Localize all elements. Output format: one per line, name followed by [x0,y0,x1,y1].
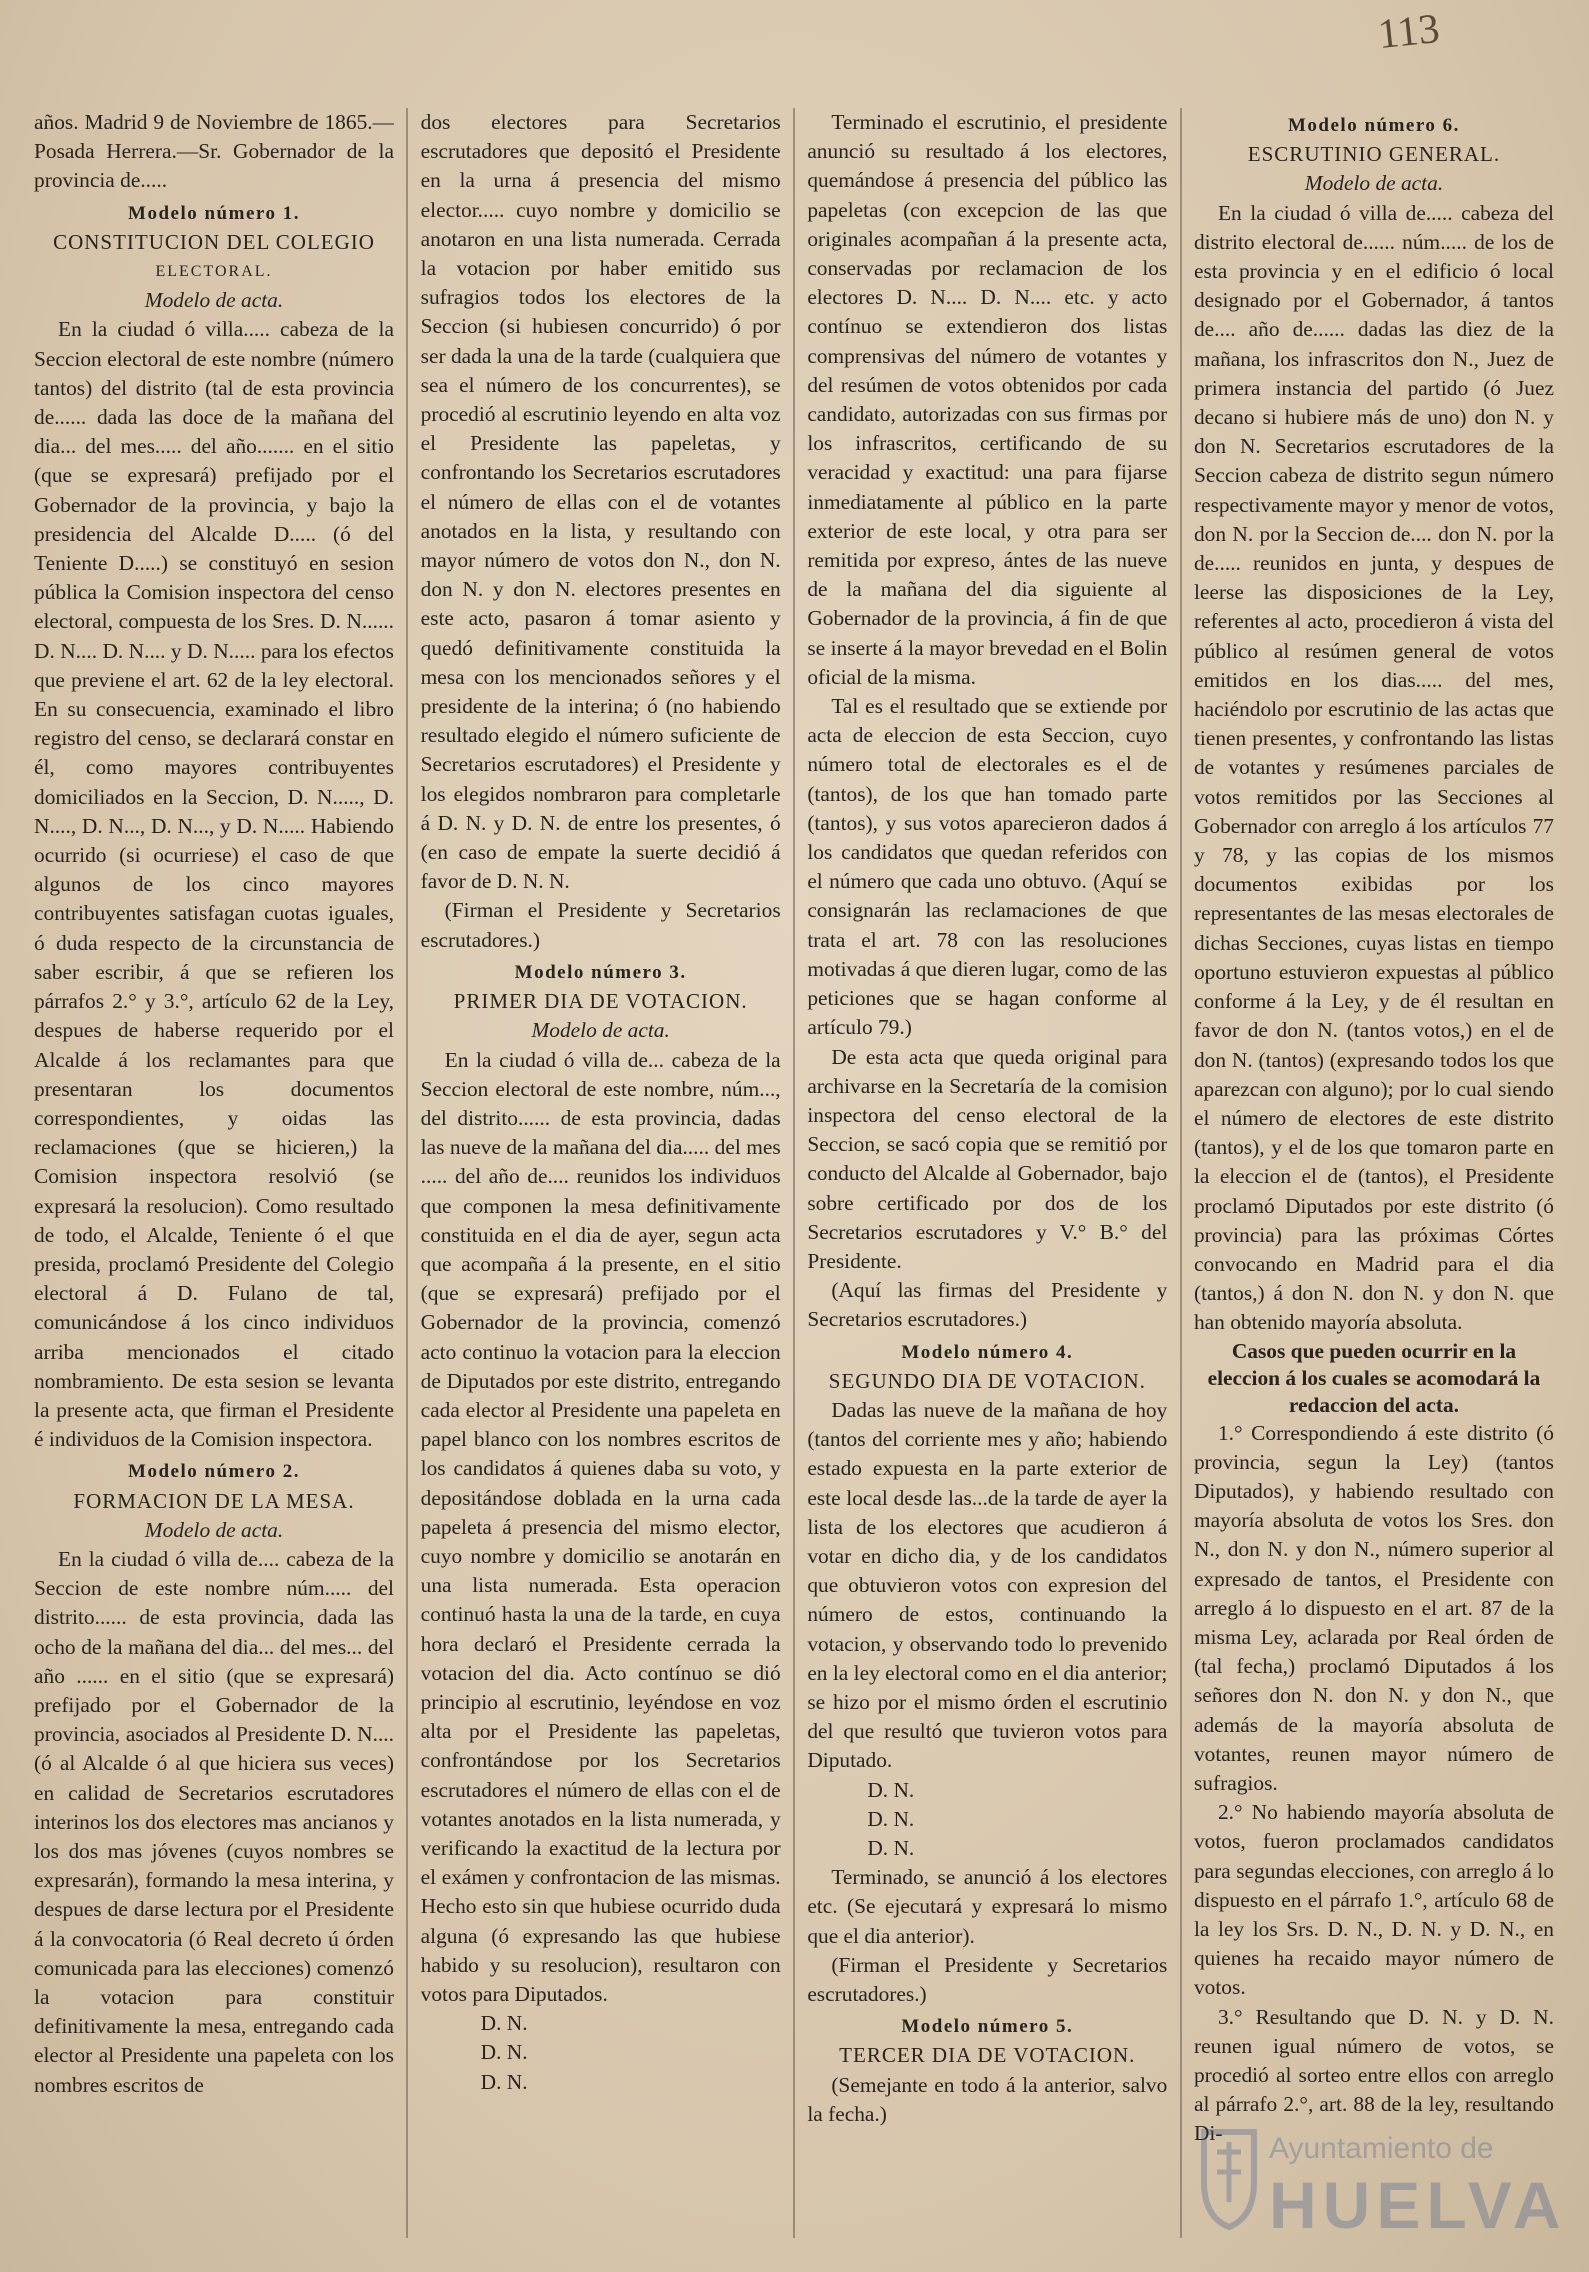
column-1 [34,108,394,2238]
model-title: Modelo número 3. [514,961,687,983]
section-heading: SEGUNDO DIA DE VOTACION. [828,1368,1146,1393]
paragraph: Dadas las nueve de la mañana de hoy (tantos del corriente mes y año; habiendo estado expuesta en la parte exterior de este local desde las...de la tarde de ayer la lista de los electores que acudieron á votar en dicho dia, y de los candidatos que obtuvieron votos con expresion del número de estos, continuando la votacion, y observando todo lo prevenido en la ley electoral como en el dia anterior; se hizo por el mismo órden el escrutinio del que resultó que tuvieron votos para Diputado. [807,1397,1168,1773]
model-label: Modelo de acta. [531,1018,670,1043]
model-label: Modelo de acta. [144,1517,284,1542]
column-2 [421,108,781,2238]
model-title: Modelo número 6. [1287,115,1460,136]
paragraph: (Firman el Presidente y Secretarios escrutadores.) [807,1952,1168,2006]
paragraph: En la ciudad ó villa de.... cabeza de la Seccion de este nombre núm..... del distrito...... de esta provincia, dada las ocho de la mañana del dia... del mes... del año ...... en el sitio (que se expresará) prefijado por el Gobernador de la provincia, asociados al Presidente D. N.... (ó al Alcalde ó al que hiciera sus veces) en calidad de Secretarios escrutadores interinos los dos electores mas ancianos y los dos mas jóvenes (cuyos nombres se expresarán), formando la mesa interina, y despues de darse lectura por el Presidente á la convocatoria (ó Real decreto ú órden comunicada para las elecciones) comenzó la votacion para constituir definitivamente la mesa, entregando cada elector al Presidente una papeleta con los nombres escritos de [34,1546,394,2097]
model-title: Modelo número 4. [901,1341,1074,1363]
candidate-list [807,1776,1167,1864]
section-heading: ESCRUTINIO GENERAL. [1247,142,1501,167]
model-title: Modelo número 5. [901,2016,1074,2038]
candidate-list [421,2009,781,2097]
paragraph: (Firman el Presidente y Secretarios escrutadores.) [420,898,781,952]
paragraph: En la ciudad ó villa de..... cabeza del distrito electoral de...... núm..... de los de esta provincia y en el edificio ó local designado por el Gobernador, á tantos de.... año de...... dadas las diez de la mañana, los infrascritos don N., Juez de primera instancia del partido (ó Juez decano si hubiere más de uno) don N. y don N. Secretarios escrutadores de la Seccion cabeza de distrito segun número respectivamente mayor y menor de votos, don N. por la Seccion de.... don N. por la de..... reunidos en junta, y despues de leerse las disposiciones de la Ley, referentes al acto, procedieron á vista del público al resúmen general de votos emitidos en los dias..... del mes, haciéndolo por escrutinio de las actas que tienen presentes, y confrontando las listas de votantes y resúmenes parciales de votos remitidos por las Secciones al Gobernador con arreglo á los artículos 77 y 78, y las copias de los mismos documentos exibidas por los representantes de las mesas electorales de dichas Secciones, cuyas listas en tiempo oportuno estuvieron expuestas al público conforme á la Ley, y de él resultan en favor de don N. (tantos votos,) en el de don N. (tantos) (expresando todos los que aparezcan con alguno); por lo cual siendo el número de electores de este distrito (tantos), y el de los que tomaron parte en la eleccion el de (tantos), el Presidente proclamó Diputados por este distrito (ó provincia) para las próximas Córtes convocando en Madrid para el dia (tantos,) á don N. don N. y don N. que han obtenido mayoría absoluta. [1193,200,1554,1335]
paragraph: 2.° No habiendo mayoría absoluta de votos, fueron proclamados candidatos para segundas elecciones, con arreglo á lo dispuesto en el párrafo 1.°, artículo 68 de la ley los Srs. D. N., D. N. y D. N., en quienes ha recaido mayor número de votos. [1193,1800,1554,2000]
paragraph: Terminado, se anunció á los electores etc. (Se ejecutará y expresará lo mismo que el dia anterior). [807,1865,1168,1948]
cases-note: Casos que pueden ocurrir en la eleccion á los cuales se acomodará la redaccion del acta. [1207,1338,1541,1417]
column-3 [807,108,1167,2238]
section-heading: PRIMER DIA DE VOTACION. [453,989,748,1014]
section-heading: TERCER DIA DE VOTACION. [839,2043,1136,2068]
paragraph: años. Madrid 9 de Noviembre de 1865.—Posada Herrera.—Sr. Gobernador de la provincia de..... [34,110,394,193]
section-subheading: ELECTORAL. [155,263,273,281]
paragraph: De esta acta que queda original para archivarse en la Secretaría de la comision inspectora del censo electoral de la Seccion, se sacó copia que se remitió por conducto del Alcalde al Gobernador, bajo sobre certificado por dos de los Secretarios escrutadores y V.° B.° del Presidente. [807,1044,1168,1273]
watermark-subtitle: Ayuntamiento de [1269,2132,1494,2165]
paragraph: (Aquí las firmas del Presidente y Secretarios escrutadores.) [807,1278,1168,1332]
paragraph: (Semejante en todo á la anterior, salvo la fecha.) [807,2072,1168,2126]
model-label: Modelo de acta. [144,288,284,313]
text-columns [34,108,1554,2238]
model-title: Modelo número 2. [128,1461,300,1483]
column-rule [406,108,408,2238]
candidate-entry: D. N. [867,1777,915,1802]
paragraph: dos electores para Secretarios escrutadores que depositó el Presidente en la urna á presencia del mismo elector..... cuyo nombre y domicilio se anotaron en una lista numerada. Cerrada la votacion por haber emitido sus sufragios todos los electores de la Seccion (si hubiesen concurrido) ó por ser dada la una de la tarde (cualquiera que sea el número de los concurrentes), se procedió al escrutinio leyendo en alta voz el Presidente las papeletas, y confrontando los Secretarios escrutadores el número de ellas con el de votantes anotados en la lista, y resultando con mayor número de votos don N., don N. don N. y don N. electores presentes en este acto, pasaron á tomar asiento y quedó definitivamente constituida la mesa con los mencionados señores y el presidente de la interina; ó (no habiendo resultado elegido el número suficiente de Secretarios escrutadores) el Presidente y los elegidos nombraron para completarle á D. N. y D. N. de entre los presentes, ó (en caso de empate la suerte decidió á favor de D. N. N. [420,110,781,894]
candidate-entry: D. N. [867,1835,915,1860]
huelva-watermark [1199,2122,1567,2242]
candidate-entry: D. N. [480,2069,528,2094]
paragraph: 1.° Correspondiendo á este distrito (ó provincia, segun la Ley) (tantos Diputados), y habiendo resultado con mayoría absoluta de votos los Sres. don N., don N. y don N., número superior al expresado de tantos, el Presidente con arreglo á lo dispuesto en el art. 87 de la misma Ley, aclarada por Real órden de (tal fecha,) proclamó Diputados á los señores don N. don N. y don N., que además de la mayoría absoluta de votantes, reunen mayor número de sufragios. [1193,1420,1554,1795]
column-4 [1194,108,1554,2238]
model-title: Modelo número 1. [128,202,300,224]
paragraph: Terminado el escrutinio, el presidente anunció su resultado á los electores, quemándose á presencia del público las papeletas (con excepcion de las que originales acompañan á la presente acta, conservadas por reclamacion de los electores D. N.... D. N.... etc. y acto contínuo se extendieron dos listas comprensivas del número de votantes y del resúmen de votos obtenidos por cada candidato, autorizadas con sus firmas por los infrascritos, certificando de su veracidad y exactitud: una para fijarse inmediatamente al público en la parte exterior de este local, y otra para ser remitida por expreso, ántes de las nueve de la mañana del dia siguiente al Gobernador de la provincia, á fin de que se inserte á la mayor brevedad en el Bolin oficial de la misma. [807,110,1168,689]
model-label: Modelo de acta. [1304,171,1444,196]
shield-icon [1199,2122,1259,2232]
paragraph: En la ciudad ó villa..... cabeza de la Seccion electoral de este nombre (número tantos) del distrito (tal de esta provincia de...... dada las doce de la mañana del dia... del mes..... del año....... en el sitio (que se expresará) prefijado por el Gobernador de la provincia, y bajo la presidencia del Alcalde D..... (ó del Teniente D.....) se constituyó en sesion pública la Comision inspectora del censo electoral, compuesta de los Sres. D. N...... D. N.... D. N.... y D. N..... para los efectos que previene el art. 62 de la ley electoral. En su consecuencia, examinado el libro registro del censo, se declarará constar en él, como mayores contribuyentes domiciliados en la Seccion, D. N....., D. N...., D. N..., D. N..., y D. N..... Habiendo ocurrido (si ocurriese) el caso de que algunos de los cinco mayores contribuyentes satisfagan cuotas iguales, ó duda respecto de la circunstancia de saber escribir, á que se refieren los párrafos 2.° y 3.°, artículo 62 de la Ley, despues de haberse requerido por el Alcalde á los reclamantes para que presentaran los documentos correspondientes, y oidas las reclamaciones (que se hicieren,) la Comision inspectora resolvió (se expresará la resolucion). Como resultado de todo, el Alcalde, Teniente ó el que presida, proclamó Presidente del Colegio electoral á D. Fulano de tal, comunicándose á los cinco individuos arriba mencionados el citado nombramiento. De esta sesion se levanta la presente acta, que firman el Presidente é individuos de la Comision inspectora. [34,317,394,1452]
candidate-entry: D. N. [480,2011,528,2036]
paragraph: En la ciudad ó villa de... cabeza de la Seccion electoral de este nombre, núm..., del distrito...... de esta provincia, dadas las nueve de la mañana del dia..... del mes ..... del año de.... reunidos los individuos que componen la mesa definitivamente constituida en el dia de ayer, segun acta que acompaña á la presente, en el sitio (que se expresará) prefijado por el Gobernador de la provincia, comenzó acto continuo la votacion para la eleccion de Diputados por este distrito, entregando cada elector al Presidente una papeleta en papel blanco con los nombres escritos de los candidatos á quienes daba su voto, y depositándose doblada en la urna cada papeleta á presencia del mismo elector, cuyo nombre y domicilio se anotarán en una lista numerada. Esta operacion continuó hasta la una de la tarde, en cuya hora declaró el Presidente cerrada la votacion del dia. Acto contínuo se dió principio al escrutinio, leyéndose en voz alta por el Presidente las papeletas, confrontándose por los Secretarios escrutadores el número de ellas con el de votantes anotados en la lista numerada, y verificando la exactitud de la lectura por el exámen y confrontacion de las mismas. Hecho esto sin que hubiese ocurrido duda alguna (ó expresando las que hubiese habido y su resolucion), resultaron con votos para Diputados. [420,1047,781,2006]
page-number: 113 [1375,5,1442,59]
paragraph: 3.° Resultando que D. N. y D. N. reunen igual número de votos, se procedió al sorteo entre ellos con arreglo al párrafo 2.°, art. 88 de la ley, resultando Di- [1193,2004,1554,2146]
column-rule [1180,108,1182,2238]
candidate-entry: D. N. [867,1806,915,1831]
column-rule [793,108,795,2238]
candidate-entry: D. N. [480,2040,528,2065]
section-heading: CONSTITUCION DEL COLEGIO [53,229,375,254]
section-heading: FORMACION DE LA MESA. [73,1488,355,1513]
paragraph: Tal es el resultado que se extiende por acta de eleccion de esta Seccion, cuyo número total de electorales es el de (tantos), de los que han tomado parte (tantos), y sus votos aparecieron dados á los candidatos que quedan referidos con el número que cada uno obtuvo. (Aquí se consignarán las reclamaciones de que trata el art. 78 con las resoluciones motivadas á que dieren lugar, como de las peticiones que se hagan conforme al artículo 79.) [807,694,1168,1040]
watermark-title: HUELVA [1269,2168,1567,2242]
